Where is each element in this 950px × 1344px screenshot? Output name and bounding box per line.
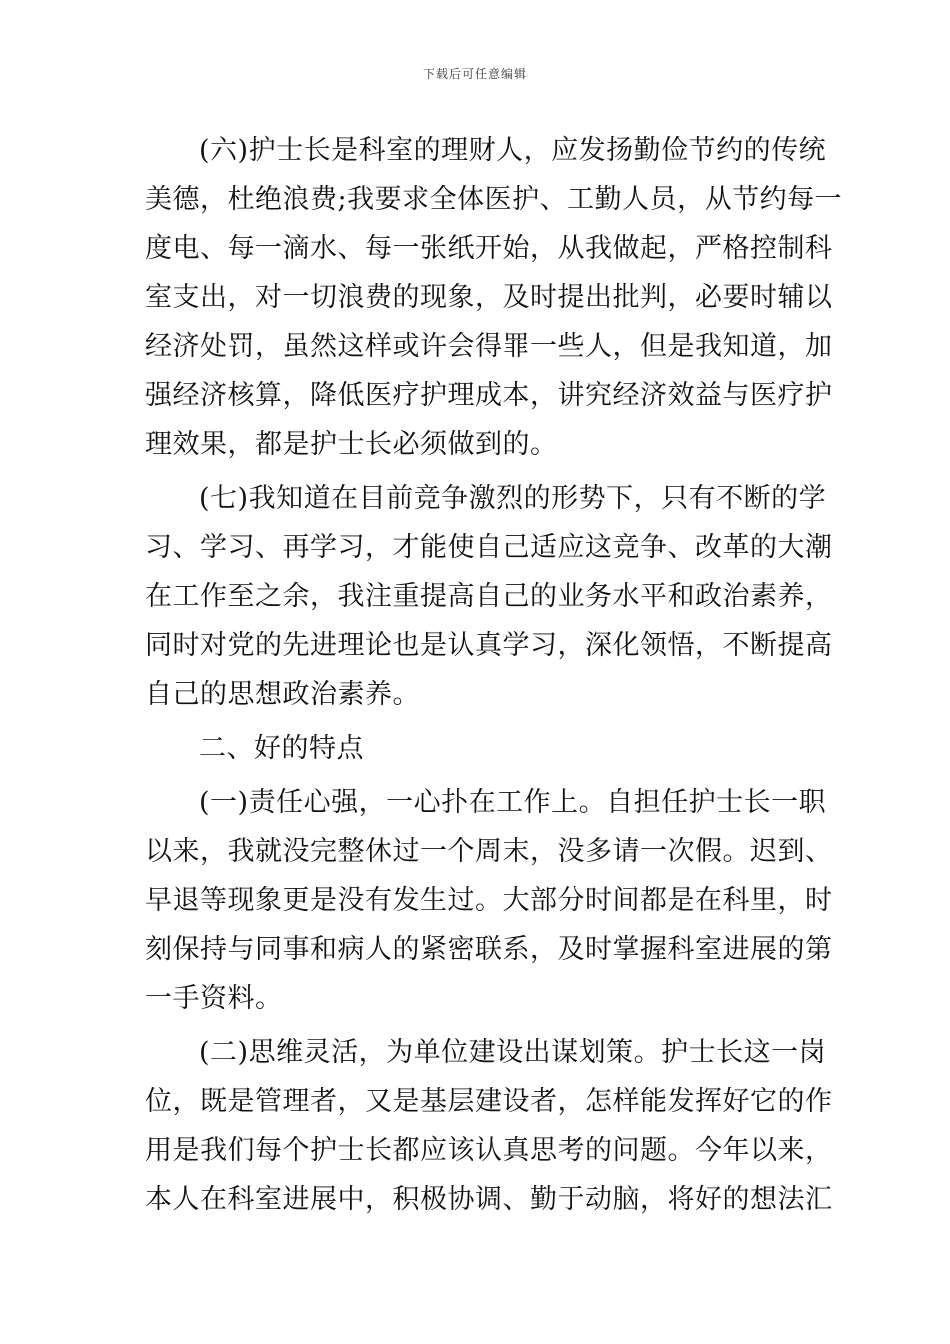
paragraph-line: 用是我们每个护士长都应该认真思考的问题。今年以来，	[145, 1135, 833, 1166]
paragraph-line: 早退等现象更是没有发生过。大部分时间都是在科里，时	[145, 885, 833, 916]
paragraph-line: (一)责任心强，一心扑在工作上。自担任护士长一职	[199, 787, 827, 818]
paragraph-line: (七)我知道在目前竞争激烈的形势下，只有不断的学	[199, 483, 827, 514]
paragraph-line: 以来，我就没完整休过一个周末，没多请一次假。迟到、	[145, 836, 833, 867]
paragraph-line: 刻保持与同事和病人的紧密联系，及时掌握科室进展的第	[145, 934, 833, 965]
paragraph-line: 度电、每一滴水、每一张纸开始，从我做起，严格控制科	[145, 233, 833, 264]
paragraph-line: 经济处罚，虽然这样或许会得罪一些人，但是我知道，加	[145, 331, 833, 362]
paragraph-line: (六)护士长是科室的理财人，应发扬勤俭节约的传统	[199, 135, 827, 166]
paragraph-line: (二)思维灵活，为单位建设出谋划策。护士长这一岗	[199, 1037, 827, 1068]
paragraph-line: 一手资料。	[145, 983, 283, 1014]
paragraph-line: 同时对党的先进理论也是认真学习，深化领悟，不断提高	[145, 630, 833, 661]
paragraph-line: 自己的思想政治素养。	[145, 679, 420, 710]
section-heading: 二、好的特点	[199, 733, 364, 764]
paragraph-line: 理效果，都是护士长必须做到的。	[145, 429, 558, 460]
paragraph-line: 在工作至之余，我注重提高自己的业务水平和政治素养，	[145, 581, 833, 612]
body-text	[145, 126, 843, 1224]
paragraph-line: 位，既是管理者，又是基层建设者，怎样能发挥好它的作	[145, 1086, 833, 1117]
paragraph-line: 习、学习、再学习，才能使自己适应这竞争、改革的大潮	[145, 532, 833, 563]
paragraph-line: 强经济核算，降低医疗护理成本，讲究经济效益与医疗护	[145, 380, 833, 411]
paragraph-line: 室支出，对一切浪费的现象，及时提出批判，必要时辅以	[145, 282, 833, 313]
header-note: 下载后可任意编辑	[422, 67, 527, 81]
paragraph-line: 本人在科室进展中，积极协调、勤于动脑，将好的想法汇	[145, 1184, 833, 1215]
paragraph-line: 美德，杜绝浪费;我要求全体医护、工勤人员，从节约每一	[145, 184, 843, 215]
